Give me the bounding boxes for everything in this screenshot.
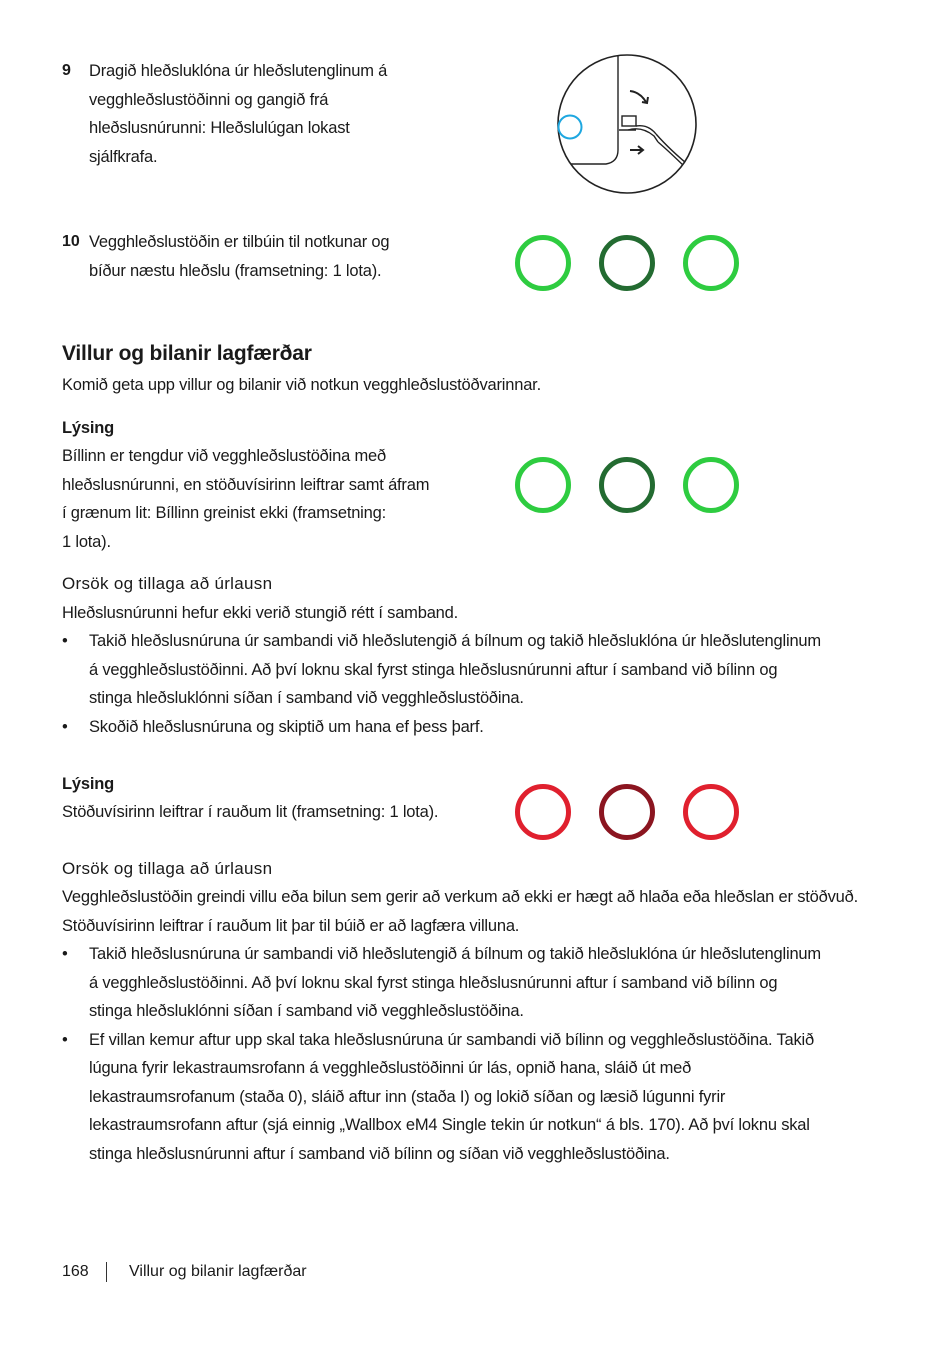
- footer-divider: [106, 1262, 107, 1282]
- step-number-10: 10: [62, 233, 80, 250]
- list-item: • Takið hleðslusnúruna úr sambandi við hleðslutengið á bílnum og takið hleðsluklóna úr hleðslutenglinum á vegghleðslustöðinni. Að því loknu skal fyrst stinga hleðslusnúrunni aftur í samband við bílinn og stinga hleðsluklónni síðan í samband við vegghleðslustöðina.: [62, 627, 822, 713]
- cause-heading: Orsök og tillaga að úrlausn: [62, 859, 273, 878]
- step-number-9: 9: [62, 62, 71, 79]
- step-text-10: Vegghleðslustöðin er tilbúin til notkunar og bíður næstu hleðslu (framsetning: 1 lota).: [89, 233, 390, 280]
- list-item: • Takið hleðslusnúruna úr sambandi við hleðslutengið á bílnum og takið hleðsluklóna úr hleðslutenglinum á vegghleðslustöðinni. Að því loknu skal fyrst stinga hleðslusnúrunni aftur í samband við bílinn og stinga hleðsluklónni síðan í samband við vegghleðslustöðina.: [62, 940, 822, 1026]
- section-intro: Komið geta upp villur og bilanir við notkun vegghleðslustöðvarinnar.: [62, 376, 541, 394]
- status-ring-icon: [599, 457, 655, 513]
- bullet: •: [62, 1030, 68, 1049]
- step-text-9: Dragið hleðsluklóna úr hleðslutenglinum á vegghleðslustöðinni og gangið frá hleðslusnúrunni: Hleðslulúgan lokast sjálfkrafa.: [89, 62, 388, 166]
- status-ring-icon: [683, 457, 739, 513]
- bullet: •: [62, 945, 68, 963]
- status-ring-icon: [515, 784, 571, 840]
- status-ring-icon: [683, 235, 739, 291]
- description-line: Bíllinn er tengdur við vegghleðslustöðina með: [62, 447, 386, 465]
- description-label: Lýsing: [62, 419, 114, 437]
- status-ring-icon: [683, 784, 739, 840]
- page-number: 168: [62, 1263, 89, 1280]
- status-ring-icon: [599, 784, 655, 840]
- description-label: Lýsing: [62, 775, 114, 793]
- description-line: 1 lota).: [62, 533, 111, 551]
- description-line: Stöðuvísirinn leiftrar í rauðum lit (framsetning: 1 lota).: [62, 803, 439, 821]
- wallbox-charging-illustration: [552, 50, 702, 198]
- cause-text: Hleðslusnúrunni hefur ekki verið stungið rétt í samband.: [62, 604, 459, 622]
- bullet: •: [62, 632, 68, 650]
- cause-text: Vegghleðslustöðin greindi villu eða bilun sem gerir að verkum að ekki er hægt að hlaða eða hleðslan er stöðvuð.: [62, 888, 858, 906]
- list-item: • Ef villan kemur aftur upp skal taka hleðslusnúruna úr sambandi við bílinn og vegghleðslustöðina. Takið lúguna fyrir lekastraumsrofann á vegghleðslustöðinni úr lás, opnið hana, sláið út með lekastraumsrofanum (staða 0), sláið aftur inn (staða I) og lokið síðan og læsið lúgunni fyrir lekastraumsrofann aftur (sjá einnig „Wallbox eM4 Single tekin úr notkun“ á bls. 170). Að því loknu skal stinga hleðslusnúrunni aftur í samband við bílinn og síðan við vegghleðslustöðina.: [62, 1026, 822, 1169]
- remedy-list: [62, 940, 822, 1168]
- description-line: í grænum lit: Bíllinn greinist ekki (framsetning:: [62, 504, 386, 522]
- list-item: • Skoðið hleðslusnúruna og skiptið um hana ef þess þarf.: [62, 713, 822, 742]
- cause-text: Stöðuvísirinn leiftrar í rauðum lit þar til búið er að lagfæra villuna.: [62, 917, 520, 935]
- footer-title: Villur og bilanir lagfærðar: [129, 1263, 307, 1280]
- section-title: Villur og bilanir lagfærðar: [62, 342, 312, 365]
- status-ring-icon: [515, 457, 571, 513]
- bullet: •: [62, 717, 68, 736]
- status-ring-icon: [515, 235, 571, 291]
- status-ring-icon: [599, 235, 655, 291]
- cause-heading: Orsök og tillaga að úrlausn: [62, 574, 273, 593]
- description-line: hleðslusnúrunni, en stöðuvísirinn leiftrar samt áfram: [62, 476, 430, 494]
- remedy-list: [62, 627, 822, 741]
